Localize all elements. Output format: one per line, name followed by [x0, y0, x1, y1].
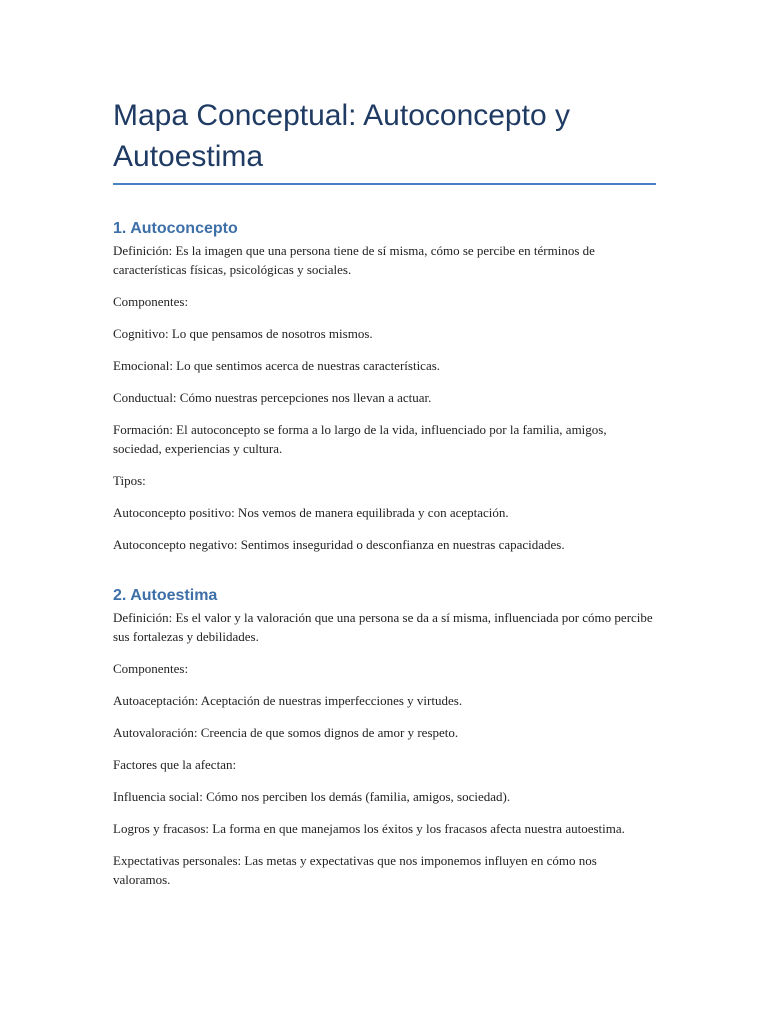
section-autoestima: [113, 586, 656, 889]
paragraph: Expectativas personales: Las metas y expectativas que nos imponemos influyen en cómo nos valoramos.: [113, 853, 597, 887]
section-autoconcepto: [113, 219, 656, 554]
paragraph: Cognitivo: Lo que pensamos de nosotros mismos.: [113, 326, 373, 341]
paragraph: Autoaceptación: Aceptación de nuestras imperfecciones y virtudes.: [113, 693, 463, 708]
paragraph: Definición: Es el valor y la valoración que una persona se da a sí misma, influenciada por cómo percibe sus fortalezas y debilidades.: [113, 610, 653, 644]
section-heading: 1. Autoconcepto: [113, 220, 238, 237]
paragraph: Definición: Es la imagen que una persona tiene de sí misma, cómo se percibe en términos de características físicas, psicológicas y sociales.: [113, 243, 595, 277]
section-heading: 2. Autoestima: [113, 587, 218, 604]
document-page: [113, 0, 656, 902]
paragraph: Autoconcepto positivo: Nos vemos de manera equilibrada y con aceptación.: [113, 505, 509, 520]
paragraph: Componentes:: [113, 661, 189, 676]
paragraph: Factores que la afectan:: [113, 757, 237, 772]
paragraph: Tipos:: [113, 473, 146, 488]
paragraph: Formación: El autoconcepto se forma a lo largo de la vida, influenciado por la familia, amigos, sociedad, experiencias y cultura.: [113, 422, 607, 456]
page-title: Mapa Conceptual: Autoconcepto y Autoestima: [113, 95, 656, 185]
paragraph: Autovaloración: Creencia de que somos dignos de amor y respeto.: [113, 725, 459, 740]
paragraph: Emocional: Lo que sentimos acerca de nuestras características.: [113, 358, 441, 373]
paragraph: Logros y fracasos: La forma en que manejamos los éxitos y los fracasos afecta nuestra autoestima.: [113, 821, 625, 836]
paragraph: Componentes:: [113, 294, 189, 309]
paragraph: Influencia social: Cómo nos perciben los demás (familia, amigos, sociedad).: [113, 789, 511, 804]
paragraph: Conductual: Cómo nuestras percepciones nos llevan a actuar.: [113, 390, 432, 405]
paragraph: Autoconcepto negativo: Sentimos inseguridad o desconfianza en nuestras capacidades.: [113, 537, 565, 552]
